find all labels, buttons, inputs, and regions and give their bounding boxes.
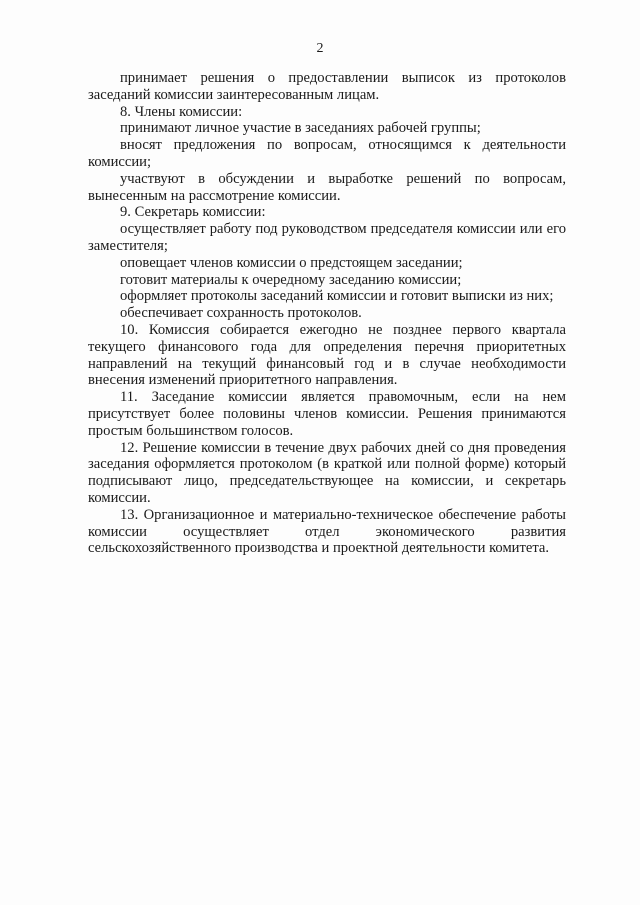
- paragraph-secretary-safekeeping: обеспечивает сохранность протоколов.: [120, 305, 362, 322]
- paragraph-10: 10. Комиссия собирается ежегодно не позднее первого квартала текущего финансового года для определения перечня приоритетных направлений на текущий финансовый год и в случае необходимости внесения изменений приоритетного направления.: [88, 321, 566, 389]
- paragraph-secretary-protocols: оформляет протоколы заседаний комиссии и готовит выписки из них;: [120, 288, 554, 305]
- paragraph-decisions-extracts: принимает решения о предоставлении выписок из протоколов заседаний комиссии заинтересованным лицам.: [88, 70, 566, 103]
- paragraph-secretary-works: осуществляет работу под руководством председателя комиссии или его заместителя;: [88, 221, 566, 254]
- document-body: [88, 70, 566, 557]
- paragraph-13: 13. Организационное и материально-техническое обеспечение работы комиссии осуществляет отдел экономического развития сельскохозяйственного производства и проектной деятельности комитета.: [88, 506, 566, 557]
- paragraph-11: 11. Заседание комиссии является правомочным, если на нем присутствует более половины членов комиссии. Решения принимаются простым большинством голосов.: [88, 389, 566, 439]
- paragraph-members-proposals: вносят предложения по вопросам, относящимся к деятельности комиссии;: [88, 137, 566, 170]
- paragraph-8-heading: 8. Члены комиссии:: [120, 103, 243, 120]
- paragraph-9-heading: 9. Секретарь комиссии:: [120, 204, 266, 221]
- paragraph-secretary-notifies: оповещает членов комиссии о предстоящем заседании;: [120, 254, 463, 271]
- page-number: 2: [316, 41, 324, 56]
- paragraph-members-participate: принимают личное участие в заседаниях рабочей группы;: [120, 120, 481, 137]
- paragraph-secretary-prepares: готовит материалы к очередному заседанию комиссии;: [120, 271, 462, 288]
- paragraph-members-discussion: участвуют в обсуждении и выработке решений по вопросам, вынесенным на рассмотрение комиссии.: [88, 170, 566, 204]
- paragraph-12: 12. Решение комиссии в течение двух рабочих дней со дня проведения заседания оформляется протоколом (в краткой или полной форме) который подписывают лицо, председательствующее на комиссии, и секретарь комиссии.: [88, 439, 566, 506]
